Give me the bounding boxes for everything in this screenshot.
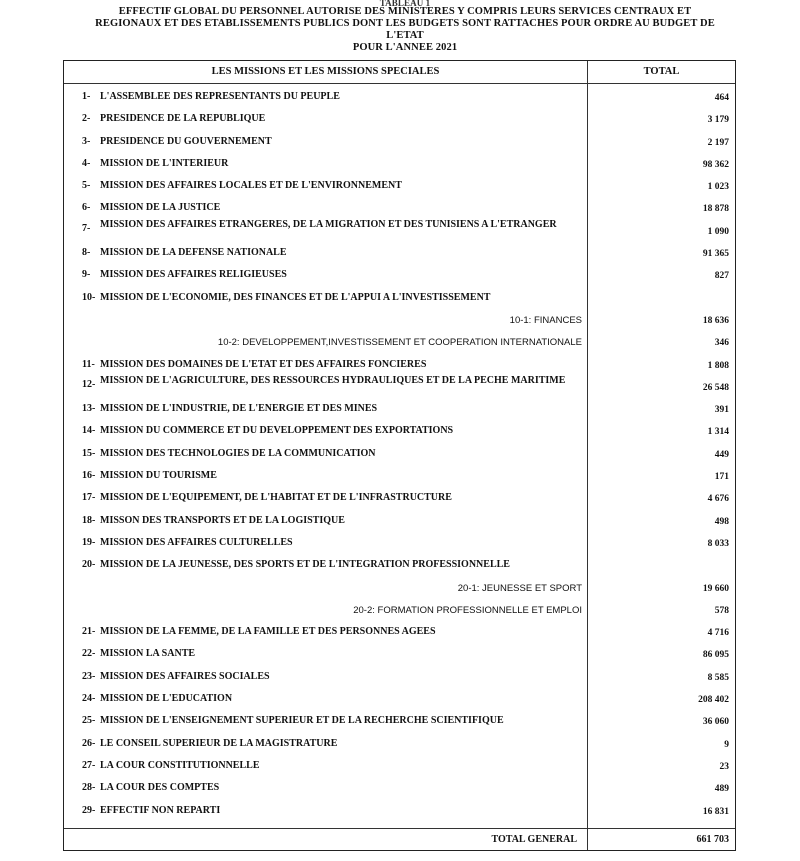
row-label: LE CONSEIL SUPERIEUR DE LA MAGISTRATURE xyxy=(100,737,338,749)
row-label: MISSION DE LA JEUNESSE, DES SPORTS ET DE L'INTEGRATION PROFESSIONNELLE xyxy=(100,559,510,571)
row-label: MISSION DE L'INDUSTRIE, DE L'ENERGIE ET DES MINES xyxy=(100,403,378,415)
row-label: PRESIDENCE DE LA REPUBLIQUE xyxy=(100,113,266,125)
row-total-value: 464 xyxy=(714,93,729,103)
mission-row xyxy=(64,551,735,573)
row-total-value: 19 660 xyxy=(702,583,729,594)
row-number: 14- xyxy=(82,425,96,437)
mission-row xyxy=(64,217,735,239)
row-number: 17- xyxy=(82,492,96,504)
mission-row xyxy=(64,618,735,640)
total-value: 661 703 xyxy=(696,834,729,845)
row-number: 11- xyxy=(82,358,95,370)
row-total-value: 827 xyxy=(714,271,729,282)
row-label: MISSION DE LA DEFENSE NATIONALE xyxy=(100,247,287,259)
row-number: 25- xyxy=(82,715,96,727)
row-total-value: 578 xyxy=(714,605,729,616)
total-row xyxy=(64,828,735,850)
row-total-value: 4 716 xyxy=(707,628,729,639)
mission-row xyxy=(64,172,735,194)
row-number: 21- xyxy=(82,626,96,638)
column-header-missions: LES MISSIONS ET LES MISSIONS SPECIALES xyxy=(211,66,440,77)
mission-row xyxy=(64,507,735,529)
row-total-value: 1 314 xyxy=(707,427,729,438)
mission-row xyxy=(64,395,735,417)
title-line-4: POUR L'ANNEE 2021 xyxy=(352,42,458,53)
mission-row xyxy=(64,128,735,150)
mission-row xyxy=(64,105,735,127)
row-total-value: 208 402 xyxy=(698,695,729,706)
row-total-value: 18 878 xyxy=(702,204,729,215)
mission-row xyxy=(64,440,735,462)
mission-row xyxy=(64,774,735,796)
row-label: MISSION LA SANTE xyxy=(100,648,196,660)
mission-row xyxy=(64,663,735,685)
mission-row xyxy=(64,417,735,439)
mission-row xyxy=(64,730,735,752)
row-number: 3- xyxy=(82,135,91,147)
row-number: 5- xyxy=(82,180,91,192)
staff-table xyxy=(63,60,736,851)
row-number: 26- xyxy=(82,737,96,749)
row-label: 10-1: FINANCES xyxy=(509,314,582,326)
row-number: 22- xyxy=(82,648,96,660)
row-label: MISSION DE L'INTERIEUR xyxy=(100,157,229,169)
row-total-value: 8 033 xyxy=(707,538,729,549)
row-label: MISSION DES AFFAIRES SOCIALES xyxy=(100,670,270,682)
row-total-value: 2 197 xyxy=(707,137,729,148)
row-total-value: 8 585 xyxy=(707,672,729,683)
row-label: MISSION DE LA FEMME, DE LA FAMILLE ET DES PERSONNES AGEES xyxy=(100,626,436,638)
row-total-value: 91 365 xyxy=(702,249,729,260)
row-total-value: 18 636 xyxy=(702,315,729,326)
mission-row xyxy=(64,707,735,729)
row-label: MISSION DU TOURISME xyxy=(100,470,217,482)
title-line-2: REGIONAUX ET DES ETABLISSEMENTS PUBLICS DONT LES BUDGETS SONT RATTACHES POUR ORDRE AU BUDGET DE xyxy=(95,18,715,29)
mission-row xyxy=(64,239,735,261)
row-total-value: 9 xyxy=(724,739,729,750)
row-total-value: 86 095 xyxy=(702,650,729,661)
row-number: 1- xyxy=(82,91,91,102)
row-total-value: 23 xyxy=(719,761,729,772)
row-label: 10-2: DEVELOPPEMENT,INVESTISSEMENT ET COOPERATION INTERNATIONALE xyxy=(217,337,582,349)
row-total-value: 98 362 xyxy=(702,159,729,170)
row-label: MISSON DES TRANSPORTS ET DE LA LOGISTIQUE xyxy=(100,514,345,526)
row-total-value: 4 676 xyxy=(707,494,729,505)
mission-row xyxy=(64,484,735,506)
row-label: MISSION DE LA JUSTICE xyxy=(100,202,221,214)
row-total-value: 391 xyxy=(714,405,729,416)
mission-row xyxy=(64,373,735,395)
row-number: 15- xyxy=(82,447,96,459)
row-label: MISSION DE L'ECONOMIE, DES FINANCES ET DE L'APPUI A L'INVESTISSEMENT xyxy=(100,291,491,303)
row-label: MISSION DES TECHNOLOGIES DE LA COMMUNICATION xyxy=(100,447,376,459)
row-label: PRESIDENCE DU GOUVERNEMENT xyxy=(100,135,272,147)
table-header-row xyxy=(64,61,735,84)
row-number: 4- xyxy=(82,157,91,169)
row-label: MISSION DES AFFAIRES CULTURELLES xyxy=(100,536,293,548)
total-label: TOTAL GENERAL xyxy=(491,834,577,845)
mission-row xyxy=(64,529,735,551)
row-total-value: 346 xyxy=(714,338,729,349)
row-number: 9- xyxy=(82,269,91,281)
row-number: 23- xyxy=(82,670,96,682)
row-label: MISSION DU COMMERCE ET DU DEVELOPPEMENT DES EXPORTATIONS xyxy=(100,425,454,437)
document-header xyxy=(60,0,750,54)
row-label: MISSION DE L'ENSEIGNEMENT SUPERIEUR ET DE LA RECHERCHE SCIENTIFIQUE xyxy=(100,715,504,727)
row-total-value: 26 548 xyxy=(702,382,729,393)
row-number: 20- xyxy=(82,559,96,571)
title-line-3: L'ETAT xyxy=(386,30,424,41)
mission-row xyxy=(64,351,735,373)
row-number: 7- xyxy=(82,222,91,234)
row-total-value: 489 xyxy=(714,784,729,795)
row-number: 18- xyxy=(82,514,96,526)
row-label: MISSION DE L'EQUIPEMENT, DE L'HABITAT ET DE L'INFRASTRUCTURE xyxy=(100,492,452,504)
row-total-value: 1 023 xyxy=(707,182,729,193)
row-label: MISSION DE L'AGRICULTURE, DES RESSOURCES HYDRAULIQUES ET DE LA PECHE MARITIME xyxy=(100,374,566,386)
mission-row xyxy=(64,261,735,283)
row-number: 16- xyxy=(82,470,96,482)
row-label: LA COUR DES COMPTES xyxy=(100,782,220,794)
row-total-value: 16 831 xyxy=(702,806,729,817)
row-label: MISSION DES AFFAIRES RELIGIEUSES xyxy=(100,269,287,281)
row-number: 28- xyxy=(82,782,96,794)
row-total-value: 1 808 xyxy=(707,360,729,371)
row-number: 29- xyxy=(82,804,96,816)
row-number: 6- xyxy=(82,202,91,214)
mission-row xyxy=(64,685,735,707)
mission-row xyxy=(64,462,735,484)
row-total-value: 36 060 xyxy=(702,717,729,728)
row-number: 10- xyxy=(82,291,96,303)
row-number: 13- xyxy=(82,403,96,415)
mission-row xyxy=(64,640,735,662)
sub-mission-row xyxy=(64,306,735,328)
mission-row xyxy=(64,284,735,306)
row-label: L'ASSEMBLEE DES REPRESENTANTS DU PEUPLE xyxy=(100,91,340,102)
sub-mission-row xyxy=(64,328,735,350)
row-label: MISSION DES DOMAINES DE L'ETAT ET DES AFFAIRES FONCIERES xyxy=(100,358,427,370)
row-label: MISSION DES AFFAIRES LOCALES ET DE L'ENVIRONNEMENT xyxy=(100,180,402,192)
row-number: 12- xyxy=(82,378,96,390)
table-body xyxy=(64,83,735,819)
row-label: MISSION DES AFFAIRES ETRANGERES, DE LA MIGRATION ET DES TUNISIENS A L'ETRANGER xyxy=(100,218,557,230)
sub-mission-row xyxy=(64,574,735,596)
row-number: 27- xyxy=(82,759,96,771)
table-caption-cut: TABLEAU 1 xyxy=(379,0,431,6)
row-label: EFFECTIF NON REPARTI xyxy=(100,804,221,816)
row-label: 20-1: JEUNESSE ET SPORT xyxy=(457,582,582,594)
mission-row xyxy=(64,150,735,172)
mission-row xyxy=(64,797,735,819)
row-total-value: 171 xyxy=(714,472,729,483)
row-number: 2- xyxy=(82,113,91,125)
row-total-value: 449 xyxy=(714,449,729,460)
row-total-value: 498 xyxy=(714,516,729,527)
row-number: 8- xyxy=(82,247,91,259)
row-label: 20-2: FORMATION PROFESSIONNELLE ET EMPLOI xyxy=(353,604,582,616)
mission-row xyxy=(64,194,735,216)
sub-mission-row xyxy=(64,596,735,618)
mission-row xyxy=(64,83,735,105)
row-label: LA COUR CONSTITUTIONNELLE xyxy=(100,759,260,771)
row-label: MISSION DE L'EDUCATION xyxy=(100,693,233,705)
row-total-value: 3 179 xyxy=(707,115,729,126)
mission-row xyxy=(64,752,735,774)
row-number: 19- xyxy=(82,536,96,548)
row-total-value: 1 090 xyxy=(707,226,729,237)
column-header-total: TOTAL xyxy=(643,66,680,77)
row-number: 24- xyxy=(82,693,96,705)
title-line-1: EFFECTIF GLOBAL DU PERSONNEL AUTORISE DES MINISTERES Y COMPRIS LEURS SERVICES CENTRAUX ET xyxy=(118,6,692,17)
